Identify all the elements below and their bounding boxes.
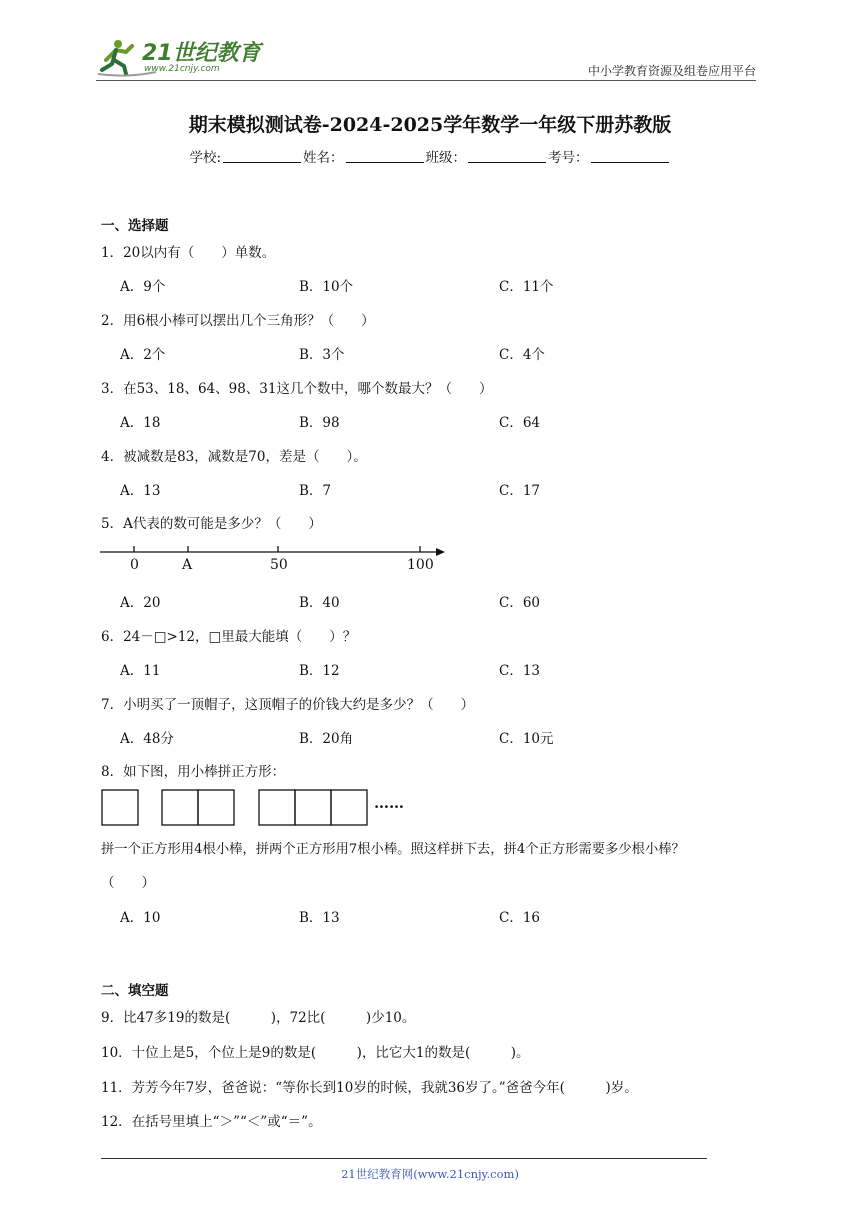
q2-option-c[interactable]: C．4个	[499, 347, 545, 363]
question-12: 12．在括号里填上“＞”“＜”或“＝”。	[101, 1114, 322, 1130]
name-label: 姓名：	[303, 150, 344, 166]
section-fill: 二、填空题	[101, 983, 169, 999]
ellipsis: ……	[374, 794, 404, 812]
q3-option-a[interactable]: A．18	[120, 415, 161, 431]
q6-option-b[interactable]: B．12	[299, 663, 340, 679]
q1-option-a[interactable]: A．9个	[120, 279, 166, 295]
q8-option-a[interactable]: A．10	[120, 910, 161, 926]
question-6: 6．24－□>12，□里最大能填（ ）？	[101, 629, 357, 645]
tick-0: 0	[130, 557, 139, 573]
class-label: 班级：	[425, 150, 467, 166]
student-info	[0, 146, 860, 166]
q3-option-b[interactable]: B．98	[299, 415, 340, 431]
q4-option-c[interactable]: C．17	[499, 483, 541, 499]
q5-option-b[interactable]: B．40	[299, 595, 340, 611]
question-1: 1．20以内有（ ）单数。	[101, 245, 276, 261]
question-9: 9．比47多19的数是( )，72比( )少10。	[101, 1010, 416, 1026]
arrow-right-icon	[436, 548, 445, 556]
tick-50: 50	[270, 557, 288, 573]
section-choice: 一、选择题	[101, 218, 169, 234]
square-1	[102, 790, 138, 825]
question-8-detail: 拼一个正方形用4根小棒，拼两个正方形用7根小棒。照这样拼下去，拼4个正方形需要多少根小棒？	[101, 842, 685, 857]
platform-name: 中小学教育资源及组卷应用平台	[587, 64, 756, 78]
school-blank[interactable]	[223, 150, 301, 163]
name-blank[interactable]	[346, 150, 424, 163]
question-7: 7．小明买了一顶帽子，这顶帽子的价钱大约是多少？（ ）	[101, 697, 475, 713]
square-3a	[259, 790, 295, 825]
q8-option-c[interactable]: C．16	[499, 910, 541, 926]
tick-a: A	[182, 557, 193, 573]
q6-option-a[interactable]: A．11	[120, 663, 161, 679]
logo-text: 21世纪教育	[142, 41, 261, 66]
tick-100: 100	[407, 557, 434, 573]
q5-option-a[interactable]: A．20	[120, 595, 161, 611]
q1-option-b[interactable]: B．10个	[299, 279, 354, 295]
q5-option-c[interactable]: C．60	[499, 595, 541, 611]
header-divider	[96, 80, 756, 81]
class-blank[interactable]	[468, 150, 546, 163]
id-blank[interactable]	[591, 150, 669, 163]
number-line	[100, 540, 450, 580]
id-label: 考号：	[548, 150, 589, 166]
logo-url: www.21cnjy.com	[144, 64, 220, 74]
q6-option-c[interactable]: C．13	[499, 663, 541, 679]
question-2: 2．用6根小棒可以摆出几个三角形？（ ）	[101, 313, 375, 329]
q7-option-a[interactable]: A．48分	[120, 731, 174, 747]
question-8: 8．如下图，用小棒拼正方形：	[101, 764, 286, 780]
q2-option-a[interactable]: A．2个	[120, 347, 166, 363]
q1-option-c[interactable]: C．11个	[499, 279, 554, 295]
question-3: 3．在53、18、64、98、31这几个数中，哪个数最大？（ ）	[101, 381, 493, 397]
square-3c	[331, 790, 367, 825]
question-10: 10．十位上是5，个位上是9的数是( )，比它大1的数是( )。	[101, 1045, 530, 1061]
q4-option-b[interactable]: B．7	[299, 483, 332, 499]
question-11: 11．芳芳今年7岁，爸爸说：“等你长到10岁的时候，我就36岁了。”爸爸今年( )岁。	[101, 1080, 638, 1096]
square-2a	[162, 790, 198, 825]
footer-link[interactable]: 21世纪教育网(www.21cnjy.com)	[341, 1167, 519, 1181]
q3-option-c[interactable]: C．64	[499, 415, 541, 431]
q7-option-b[interactable]: B．20角	[299, 731, 354, 747]
exam-title: 期末模拟测试卷-2024-2025学年数学一年级下册苏教版	[188, 114, 672, 136]
q2-option-b[interactable]: B．3个	[299, 347, 345, 363]
q8-option-b[interactable]: B．13	[299, 910, 340, 926]
q7-option-c[interactable]: C．10元	[499, 731, 554, 747]
question-4: 4．被减数是83，减数是70，差是（ ）。	[101, 449, 367, 465]
square-pattern	[100, 788, 430, 828]
logo	[96, 34, 266, 82]
square-2b	[198, 790, 234, 825]
footer-divider	[101, 1158, 707, 1159]
question-5: 5．A代表的数可能是多少？（ ）	[101, 516, 322, 532]
q4-option-a[interactable]: A．13	[120, 483, 161, 499]
square-3b	[295, 790, 331, 825]
school-label: 学校:	[189, 150, 222, 166]
question-8-paren: （ ）	[101, 875, 155, 891]
